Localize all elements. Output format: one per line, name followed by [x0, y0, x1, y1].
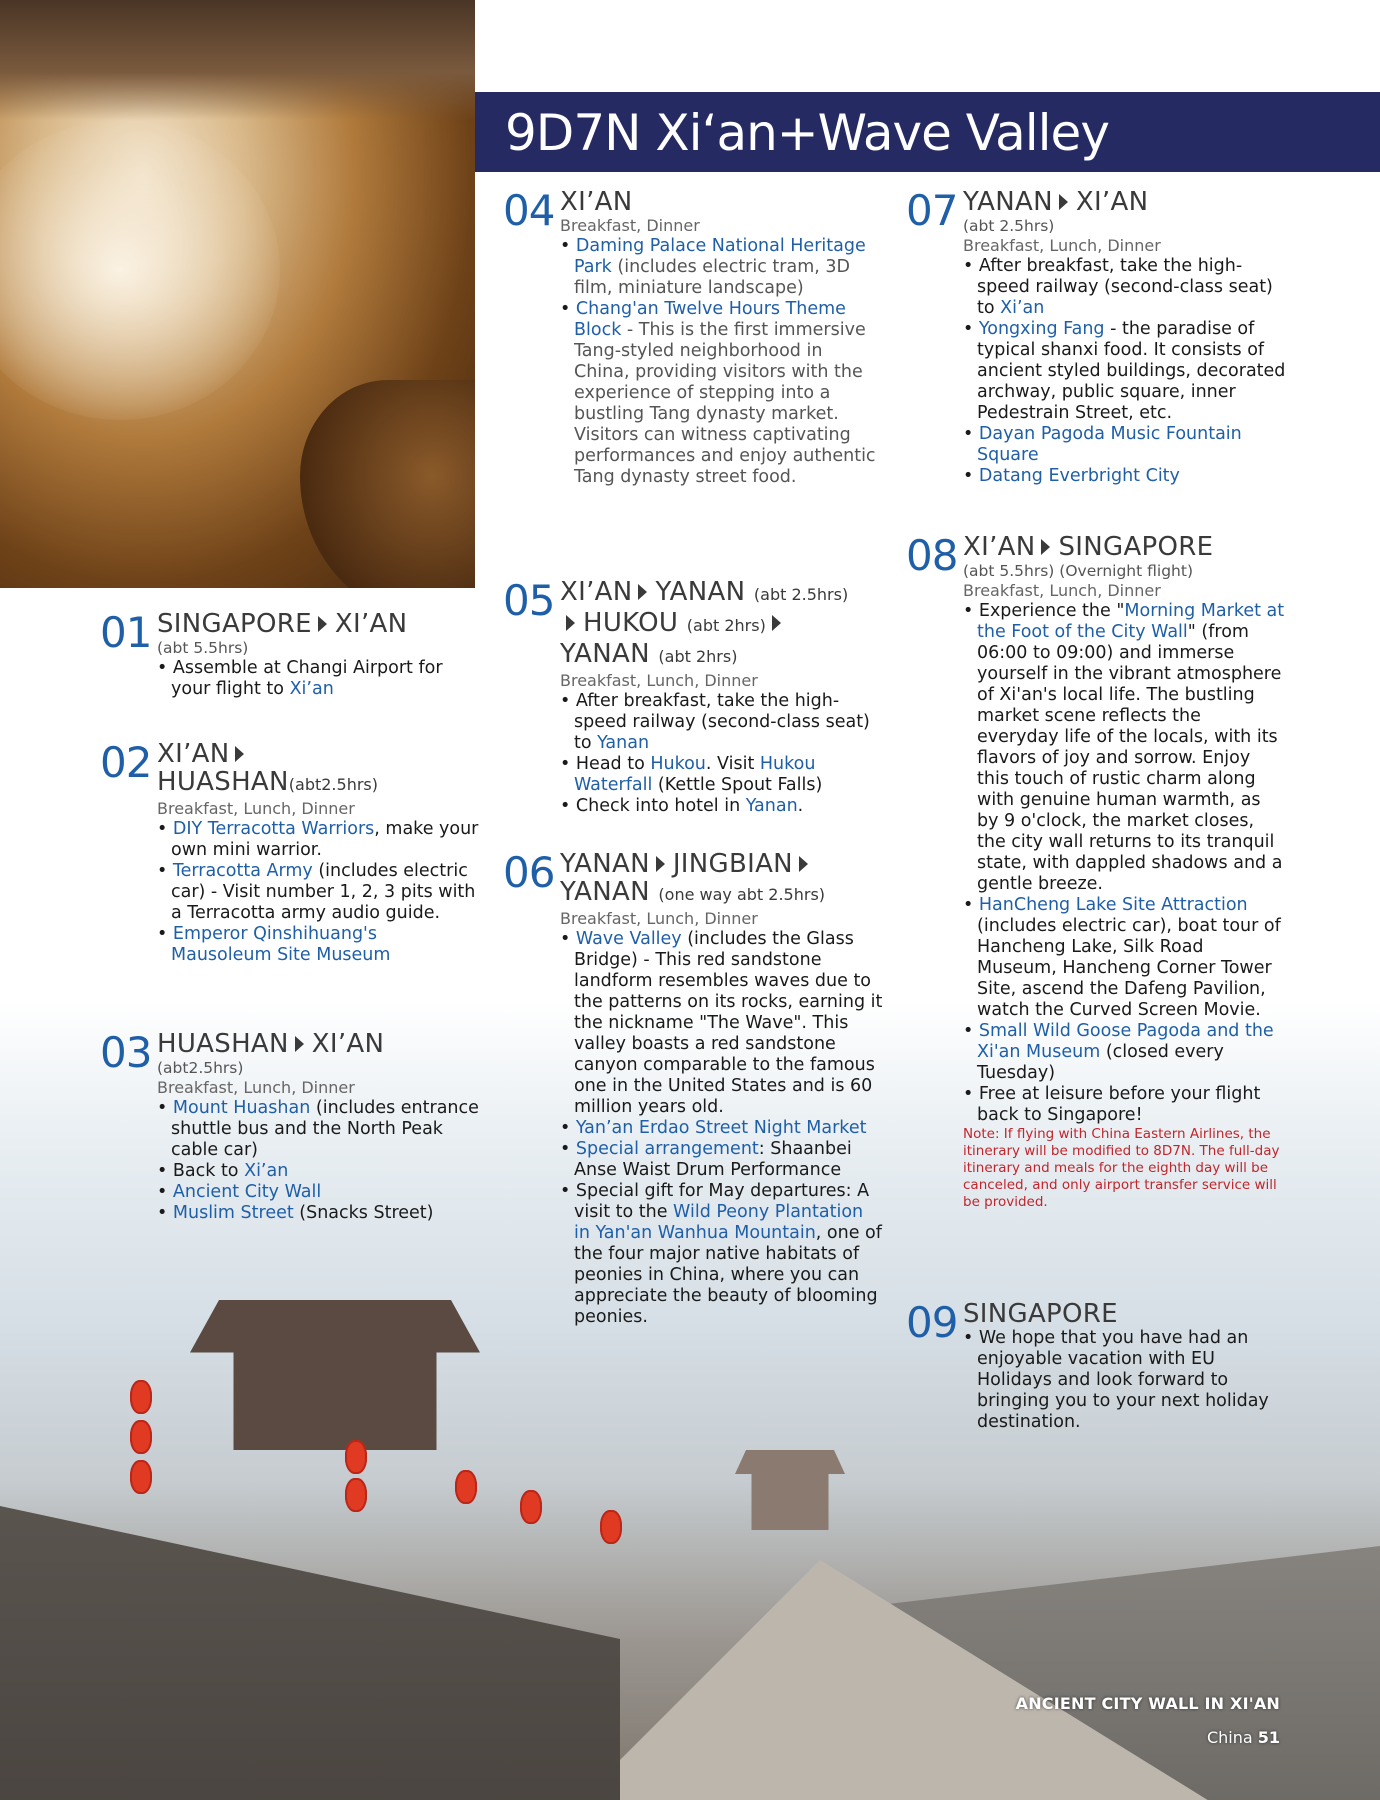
day-07	[906, 188, 1286, 487]
day-meals: Breakfast, Lunch, Dinner	[963, 581, 1161, 600]
lantern-icon	[455, 1470, 477, 1504]
day-activities	[560, 236, 883, 488]
list-item: • Datang Everbright City	[963, 466, 1286, 487]
list-item: • Small Wild Goose Pagoda and the Xi'an Museum (closed every Tuesday)	[963, 1021, 1286, 1084]
airline-note: Note: If flying with China Eastern Airlines, the itinerary will be modified to 8D7N. The full-day itinerary and meals for the eighth day will be canceled, and only airport transfer service will be provided.	[963, 1126, 1280, 1210]
list-item: • Special arrangement: Shaanbei Anse Waist Drum Performance	[560, 1139, 883, 1181]
day-06	[503, 850, 883, 1328]
list-item: • HanCheng Lake Site Attraction (includes electric car), boat tour of Hancheng Lake, Silk Road Museum, Hancheng Corner Tower Site, ascend the Dafeng Pavilion, watch the Curved Screen Movie.	[963, 895, 1286, 1021]
day-activities	[560, 691, 883, 817]
list-item: • DIY Terracotta Warriors, make your own mini warrior.	[157, 819, 480, 861]
list-item: • Check into hotel in Yanan.	[560, 796, 883, 817]
arrow-right-icon	[318, 616, 327, 632]
section-name: China	[1206, 1728, 1253, 1747]
list-item: • Wave Valley (includes the Glass Bridge) - This red sandstone landform resembles waves due to the patterns on its rocks, earning it the nickname "The Wave". This valley boasts a red sandstone canyon comparable to the famous one in the United States and is 60 million years old.	[560, 929, 883, 1118]
day-number: 03	[100, 1028, 152, 1077]
day-route: SINGAPORE XI’AN	[157, 609, 408, 639]
day-duration: (abt 5.5hrs) (Overnight flight)	[963, 562, 1193, 580]
list-item: • After breakfast, take the high-speed railway (second-class seat) to Xi’an	[963, 256, 1286, 319]
day-number: 01	[100, 608, 152, 657]
day-number: 05	[503, 576, 555, 625]
day-route: XI’AN	[560, 187, 633, 217]
arrow-right-icon	[566, 615, 575, 631]
day-number: 04	[503, 186, 555, 235]
list-item: • After breakfast, take the high-speed railway (second-class seat) to Yanan	[560, 691, 883, 754]
list-item: • Muslim Street (Snacks Street)	[157, 1203, 480, 1224]
day-03	[100, 1030, 480, 1224]
list-item: • Chang'an Twelve Hours Theme Block - This is the first immersive Tang-styled neighborhood in China, providing visitors with the experience of stepping into a bustling Tang dynasty market. Visitors can witness captivating performances and enjoy authentic Tang dynasty street food.	[560, 299, 883, 488]
lantern-icon	[600, 1510, 622, 1544]
page-title: 9D7N Xi‘an+Wave Valley	[505, 104, 1109, 162]
day-meals: Breakfast, Lunch, Dinner	[560, 909, 758, 928]
day-activities	[157, 819, 480, 966]
list-item: • Yongxing Fang - the paradise of typical shanxi food. It consists of ancient styled buildings, decorated archway, public square, inner Pedestrain Street, etc.	[963, 319, 1286, 424]
day-activities	[963, 1328, 1286, 1433]
photo-far-tower	[735, 1450, 845, 1530]
list-item: • Back to Xi’an	[157, 1161, 480, 1182]
lantern-icon	[520, 1490, 542, 1524]
day-route: XI’AN YANAN (abt 2.5hrs) HUKOU (abt 2hrs) YANAN (abt 2hrs)	[560, 577, 849, 669]
photo-wall-walkway	[560, 1560, 1240, 1800]
day-meals: Breakfast, Lunch, Dinner	[560, 671, 758, 690]
arrow-right-icon	[235, 746, 244, 762]
page-number: 51	[1257, 1728, 1280, 1747]
photo-gate-tower	[190, 1300, 480, 1450]
day-05	[503, 578, 883, 817]
arrow-right-icon	[1059, 194, 1068, 210]
day-activities	[963, 601, 1286, 1126]
day-01	[100, 610, 480, 700]
photo-hill	[0, 0, 475, 120]
list-item: • Free at leisure before your flight back to Singapore!	[963, 1084, 1286, 1126]
arrow-right-icon	[799, 856, 808, 872]
list-item: • Emperor Qinshihuang's Mausoleum Site Museum	[157, 924, 480, 966]
list-item: • Special gift for May departures: A visit to the Wild Peony Plantation in Yan'an Wanhua Mountain, one of the four major native habitats of peonies in China, where you can appreciate the beauty of blooming peonies.	[560, 1181, 883, 1328]
day-activities	[157, 658, 480, 700]
day-meals: Breakfast, Lunch, Dinner	[157, 799, 355, 818]
day-number: 07	[906, 186, 958, 235]
title-bar	[475, 92, 1380, 172]
list-item: • We hope that you have had an enjoyable vacation with EU Holidays and look forward to bringing you to your next holiday destination.	[963, 1328, 1286, 1433]
list-item: • Experience the "Morning Market at the Foot of the City Wall" (from 06:00 to 09:00) and immerse yourself in the vibrant atmosphere of Xi'an's local life. The bustling market scene reflects the everyday life of the locals, with its flavors of joy and sorrow. Enjoy this touch of rustic charm along with genuine human warmth, as by 9 o'clock, the market closes, the city wall returns to its tranquil state, with dappled shadows and a gentle breeze.	[963, 601, 1286, 895]
page-footer	[1207, 1728, 1280, 1747]
photo-mist	[0, 120, 280, 420]
lantern-icon	[130, 1420, 152, 1454]
day-number: 06	[503, 848, 555, 897]
day-number: 08	[906, 531, 958, 580]
day-route: YANAN XI’AN	[963, 187, 1149, 217]
day-09	[906, 1300, 1286, 1433]
photo-rock	[300, 380, 475, 588]
list-item: • Terracotta Army (includes electric car) - Visit number 1, 2, 3 pits with a Terracotta army audio guide.	[157, 861, 480, 924]
lantern-icon	[345, 1478, 367, 1512]
waterfall-photo	[0, 0, 475, 588]
day-route: XI’AN SINGAPORE	[963, 532, 1214, 562]
day-08	[906, 533, 1286, 1211]
lantern-icon	[345, 1440, 367, 1474]
day-activities	[963, 256, 1286, 487]
day-route: YANAN JINGBIAN YANAN (one way abt 2.5hrs)	[560, 849, 826, 907]
day-number: 02	[100, 738, 152, 787]
list-item: • Yan’an Erdao Street Night Market	[560, 1118, 883, 1139]
list-item: • Daming Palace National Heritage Park (includes electric tram, 3D film, miniature landscape)	[560, 236, 883, 299]
day-number: 09	[906, 1298, 958, 1347]
day-route: HUASHAN XI’AN	[157, 1029, 385, 1059]
day-meals: Breakfast, Lunch, Dinner	[157, 1078, 355, 1097]
day-activities	[157, 1098, 480, 1224]
list-item: • Mount Huashan (includes entrance shuttle bus and the North Peak cable car)	[157, 1098, 480, 1161]
day-route: XI’AN HUASHAN(abt2.5hrs)	[157, 739, 378, 797]
lantern-icon	[130, 1380, 152, 1414]
photo-caption: ANCIENT CITY WALL IN XI'AN	[1015, 1694, 1280, 1713]
list-item: • Ancient City Wall	[157, 1182, 480, 1203]
day-duration: (abt 2.5hrs)	[963, 217, 1055, 235]
day-route: SINGAPORE	[963, 1299, 1118, 1329]
arrow-right-icon	[772, 615, 781, 631]
arrow-right-icon	[1041, 539, 1050, 555]
day-duration: (abt 5.5hrs)	[157, 639, 249, 657]
lantern-icon	[130, 1460, 152, 1494]
day-04	[503, 188, 883, 488]
arrow-right-icon	[295, 1036, 304, 1052]
arrow-right-icon	[656, 856, 665, 872]
arrow-right-icon	[638, 584, 647, 600]
day-meals: Breakfast, Lunch, Dinner	[963, 236, 1161, 255]
photo-wall-left	[0, 1430, 620, 1800]
day-activities	[560, 929, 883, 1328]
list-item: • Assemble at Changi Airport for your flight to Xi’an	[157, 658, 480, 700]
list-item: • Dayan Pagoda Music Fountain Square	[963, 424, 1286, 466]
day-meals: Breakfast, Dinner	[560, 216, 700, 235]
day-duration: (abt2.5hrs)	[157, 1059, 244, 1077]
list-item: • Head to Hukou. Visit Hukou Waterfall (Kettle Spout Falls)	[560, 754, 883, 796]
day-02	[100, 740, 480, 966]
